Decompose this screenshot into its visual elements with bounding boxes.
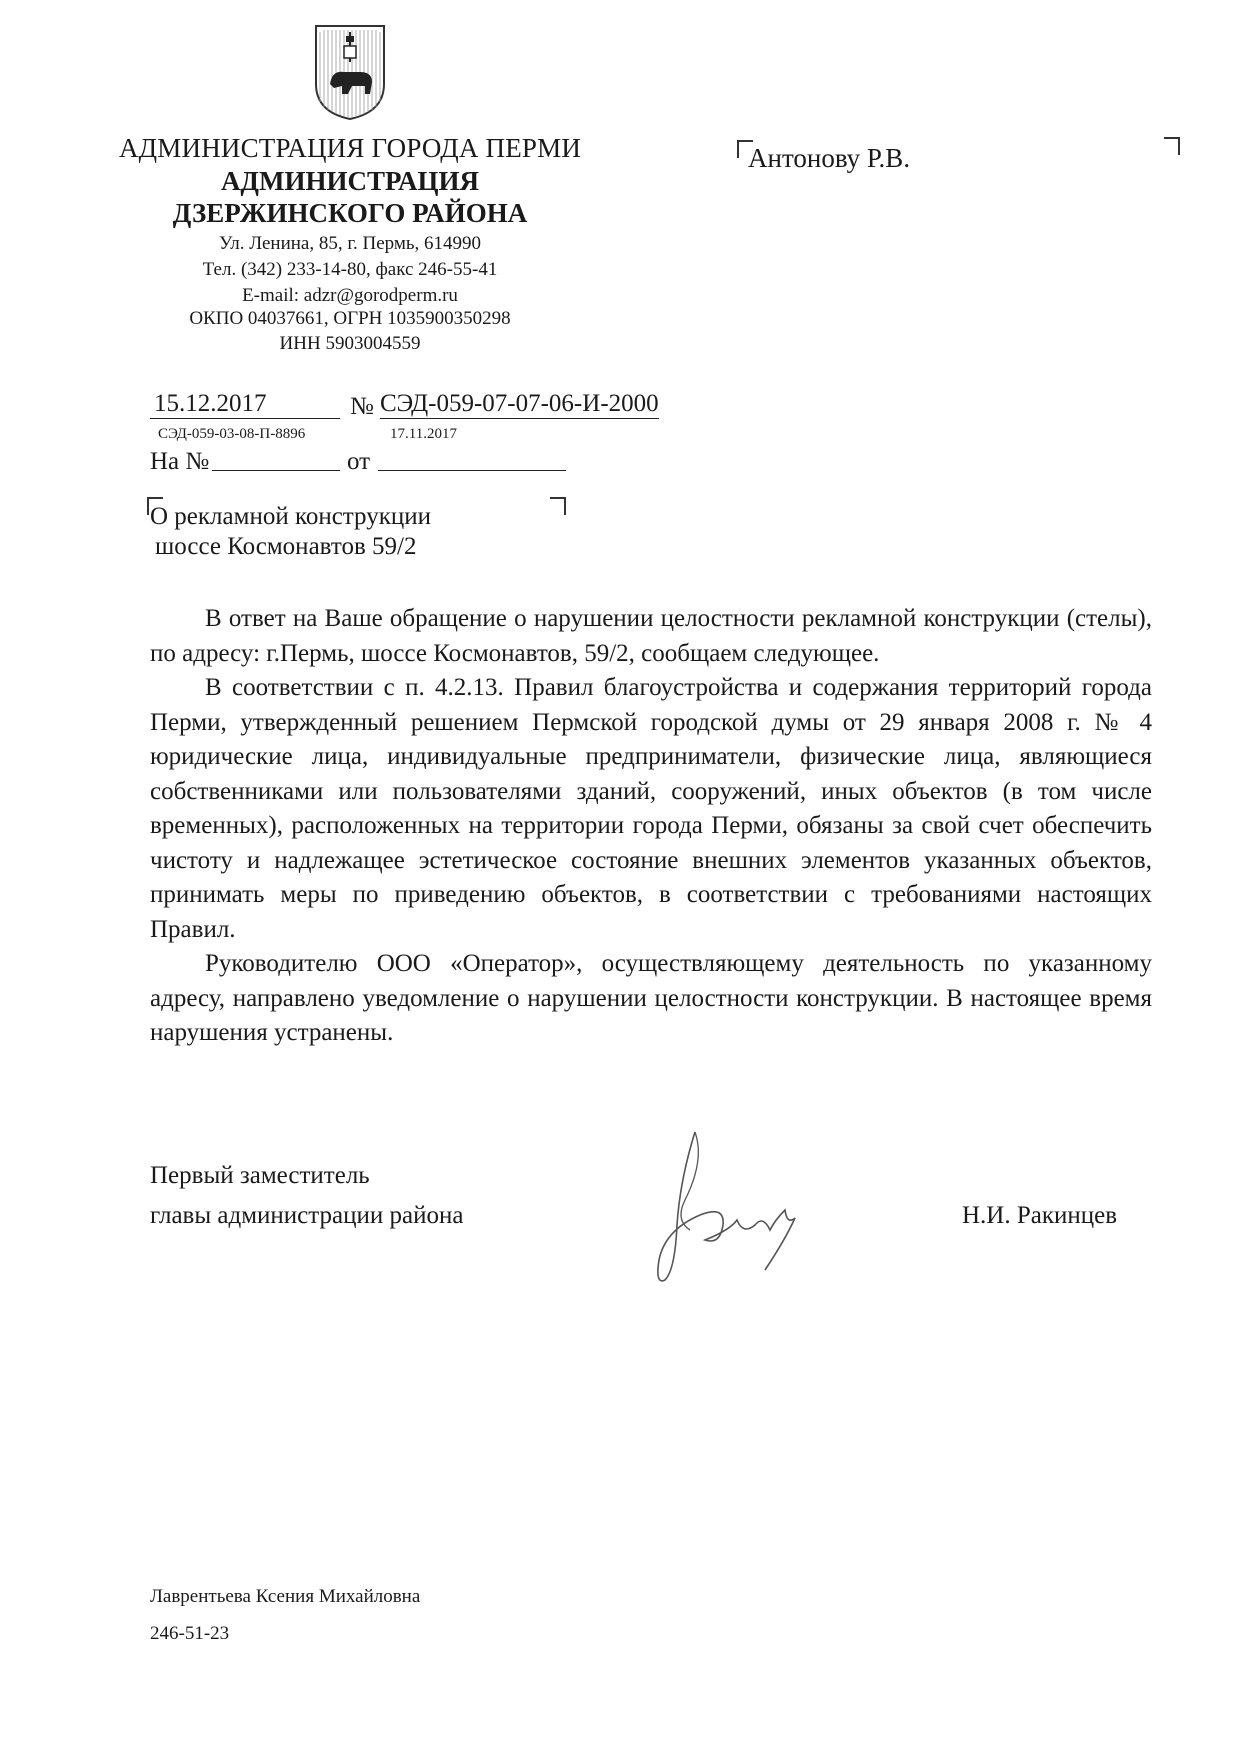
incoming-ref: СЭД-059-03-08-П-8896	[158, 426, 306, 442]
org-name-city: АДМИНИСТРАЦИЯ ГОРОДА ПЕРМИ	[118, 133, 582, 163]
org-inn: ИНН 5903004559	[279, 333, 421, 354]
subject-line2: шоссе Космонавтов 59/2	[155, 533, 417, 560]
body-paragraph-1: В ответ на Ваше обращение о нарушении целостности рекламной конструкции (стелы), по адресу: г.Пермь, шоссе Космонавтов, 59/2, сообщаем следующее.	[150, 605, 1152, 667]
executor-name: Лаврентьева Ксения Михайловна	[150, 1586, 421, 1607]
recipient-corner-right	[1164, 137, 1180, 155]
org-phone: Тел. (342) 233-14-80, факс 246-55-41	[202, 259, 498, 280]
ot-field-line	[378, 470, 566, 471]
org-okpo: ОКПО 04037661, ОГРН 1035900350298	[189, 308, 511, 329]
org-email: E-mail: adzr@gorodperm.ru	[242, 285, 458, 306]
letter-body	[150, 602, 1152, 1051]
incoming-date: 17.11.2017	[390, 426, 457, 442]
doc-number: СЭД-059-07-07-06-И-2000	[380, 390, 659, 417]
subject-corner-right	[550, 497, 566, 515]
executor-phone: 246-51-23	[150, 1623, 230, 1644]
coat-of-arms-icon	[310, 22, 390, 122]
org-name-district: ДЗЕРЖИНСКОГО РАЙОНА	[172, 198, 528, 228]
body-paragraph-2: В соответствии с п. 4.2.13. Правил благоустройства и содержания территорий города Перми, утвержденный решением Пермской городской думы от 29 января 2008 г. № 4 юридические лица, индивидуальные предприниматели, физические лица, являющиеся собственниками или пользователями зданий, сооружений, иных объектов (в том числе временных), расположенных на территории города Перми, обязаны за свой счет обеспечить чистоту и надлежащее эстетическое состояние внешних элементов указанных объектов, принимать меры по приведению объектов, в соответствии с требованиями настоящих Правил.	[150, 674, 1152, 943]
na-label: На №	[150, 448, 210, 475]
subject-line1: О рекламной конструкции	[150, 503, 431, 530]
signatory-position-line1: Первый заместитель	[150, 1162, 370, 1189]
signatory-position-line2: главы администрации района	[150, 1202, 464, 1229]
signatory-name: Н.И. Ракинцев	[962, 1202, 1118, 1229]
body-paragraph-3: Руководителю ООО «Оператор», осуществляющему деятельность по указанному адресу, направлено уведомление о нарушении целостности конструкции. В настоящее время нарушения устранены.	[150, 950, 1152, 1046]
doc-number-sign: №	[350, 393, 374, 420]
org-address: Ул. Ленина, 85, г. Пермь, 614990	[218, 233, 482, 254]
doc-date: 15.12.2017	[150, 390, 340, 419]
recipient: Антонову Р.В.	[748, 143, 911, 173]
org-name-admin: АДМИНИСТРАЦИЯ	[220, 166, 480, 196]
handwritten-signature-icon	[625, 1120, 825, 1290]
na-field-line	[212, 470, 340, 471]
ot-label: от	[347, 448, 371, 475]
